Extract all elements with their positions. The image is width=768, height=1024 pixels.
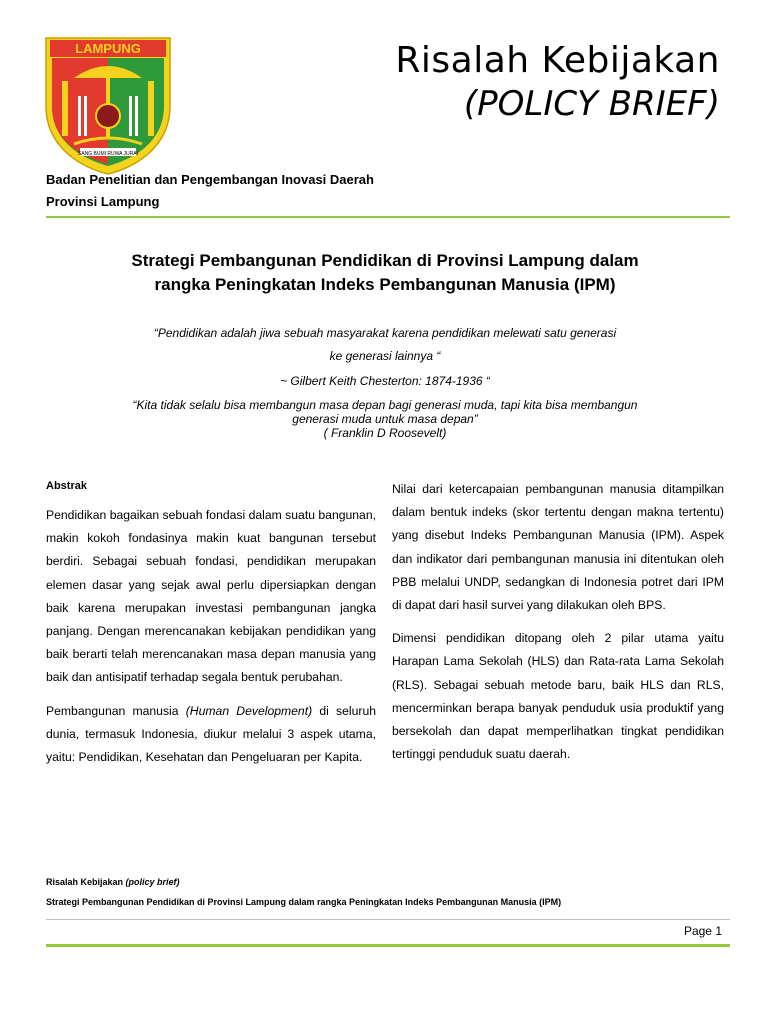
quote-2-author: ( Franklin D Roosevelt) — [323, 426, 447, 440]
header-divider — [46, 216, 730, 218]
svg-text:LAMPUNG: LAMPUNG — [75, 41, 141, 56]
org-name: Badan Penelitian dan Pengembangan Inovasi Daerah — [46, 172, 374, 187]
left-column — [46, 504, 376, 779]
lampung-logo — [44, 36, 172, 176]
quote-2-line-1: “Kita tidak selalu bisa membangun masa depan bagi generasi muda, tapi kita bisa membangun — [132, 398, 638, 412]
quote-1-author: ~ Gilbert Keith Chesterton: 1874-1936 “ — [280, 374, 490, 388]
quote-1-line-1: “Pendidikan adalah jiwa sebuah masyarakat karena pendidikan melewati satu generasi — [153, 326, 617, 340]
footer-green-rule — [46, 944, 730, 947]
document-title: Strategi Pembangunan Pendidikan di Provinsi Lampung dalam rangka Peningkatan Indeks Pembangunan Manusia (IPM) — [131, 251, 639, 294]
page-number: Page 1 — [683, 924, 722, 938]
doc-type-subtitle: (POLICY BRIEF) — [463, 84, 720, 124]
right-paragraph-1: Nilai dari ketercapaian pembangunan manusia ditampilkan dalam bentuk indeks (skor tertentu dengan makna tertentu) yang disebut Indeks Pembangunan Manusia (IPM). Aspek dan indikator dari pembangunan manusia ini ditentukan oleh PBB melalui UNDP, sedangkan di Indonesia potret dari IPM di dapat dari hasil survei yang dilakukan oleh BPS. — [392, 482, 724, 613]
quote-1-line-2: ke generasi lainnya “ — [329, 349, 441, 363]
doc-type-title: Risalah Kebijakan — [395, 40, 720, 81]
abstract-paragraph-1: Pendidikan bagaikan sebuah fondasi dalam suatu bangunan, makin kokoh fondasinya makin kuat bangunan tersebut berdiri. Sebagai sebuah fondasi, pendidikan merupakan elemen dasar yang sejak awal perlu dipersiapkan dengan baik karena merupakan investasi pembangunan jangka panjang. Dengan merencanakan kebijakan pendidikan yang baik berarti telah merencanakan masa depan manusia yang baik dan antisipatif terhadap segala bentuk perubahan. — [46, 508, 376, 685]
quote-2-line-2: generasi muda untuk masa depan” — [292, 412, 478, 426]
org-province: Provinsi Lampung — [46, 194, 160, 209]
footer-divider — [46, 919, 730, 920]
abstract-paragraph-2: Pembangunan manusia (Human Development) di seluruh dunia, termasuk Indonesia, diukur melalui 3 aspek utama, yaitu: Pendidikan, Kesehatan dan Pengeluaran per Kapita. — [46, 703, 377, 765]
footer-series-label: Risalah Kebijakan (policy brief) — [46, 877, 180, 887]
right-paragraph-2: Dimensi pendidikan ditopang oleh 2 pilar utama yaitu Harapan Lama Sekolah (HLS) dan Rata-rata Lama Sekolah (RLS). Sebagai sebuah metode baru, baik HLS dan RLS, mencerminkan berapa banyak penduduk usia produktif yang bersekolah dan dapat memperlihatkan tingkat pendidikan tertinggi penduduk suatu daerah. — [392, 631, 724, 762]
right-column — [392, 478, 724, 776]
svg-text:SANG BUMI RUWA JURAI: SANG BUMI RUWA JURAI — [77, 151, 139, 157]
abstract-heading: Abstrak — [46, 480, 87, 492]
footer-document-title: Strategi Pembangunan Pendidikan di Provinsi Lampung dalam rangka Peningkatan Indeks Pembangunan Manusia (IPM) — [46, 897, 562, 907]
